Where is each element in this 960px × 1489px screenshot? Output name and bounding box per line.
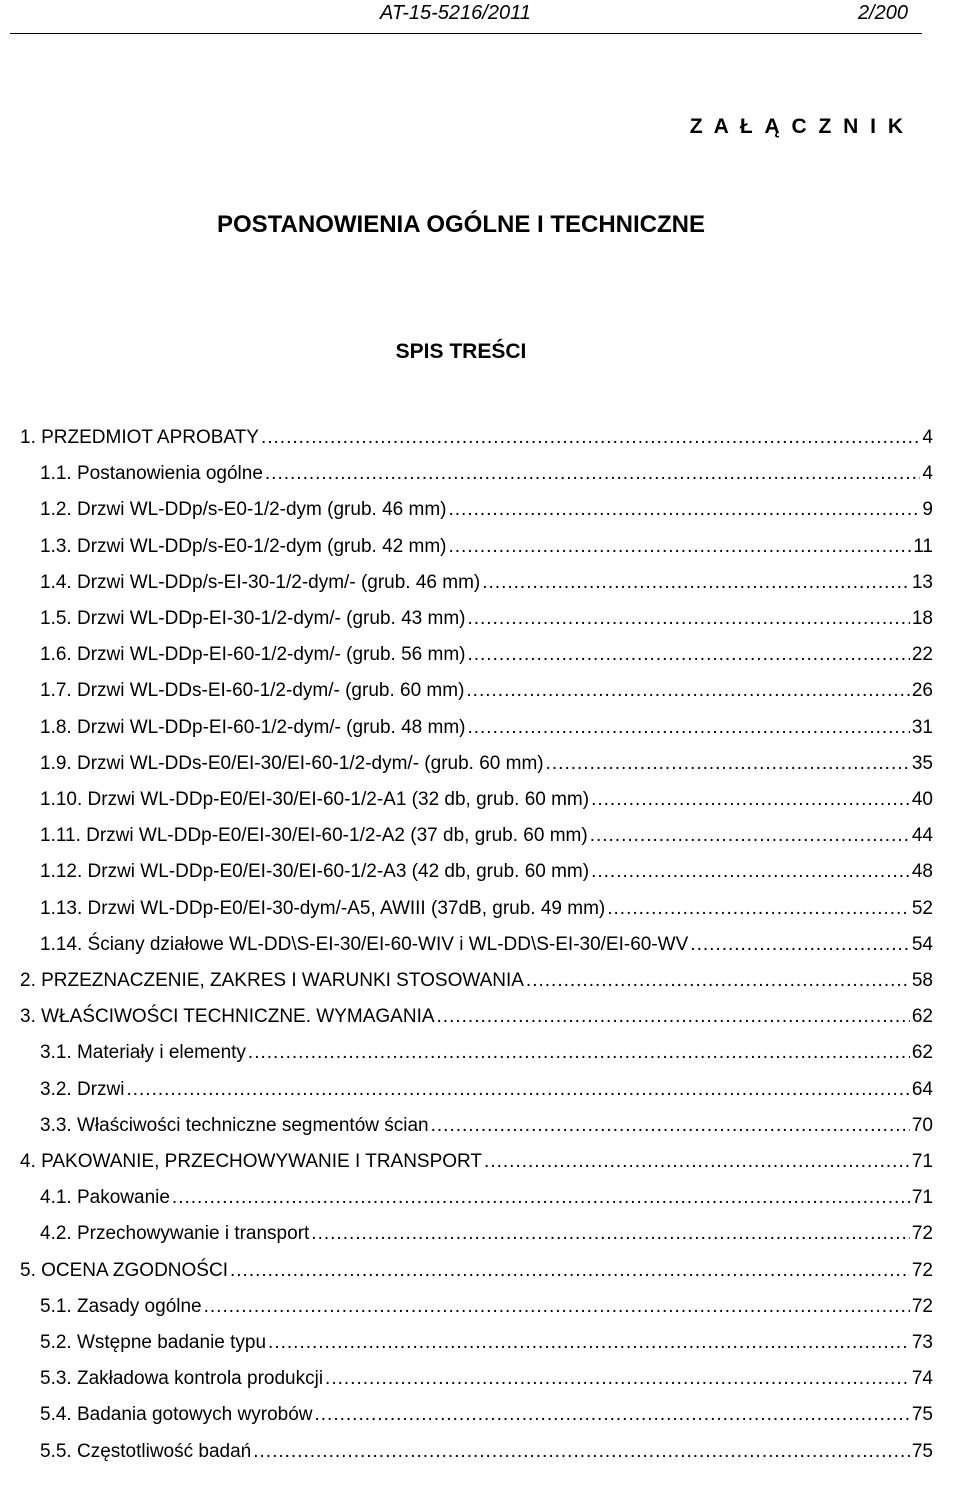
toc-entry[interactable] xyxy=(40,891,933,927)
toc-entry-page: 4 xyxy=(922,463,933,485)
toc-entry-label: 5.1. Zasady ogólne xyxy=(40,1295,202,1317)
toc-entry[interactable] xyxy=(40,492,933,528)
annex-title: Z A Ł Ą C Z N I K xyxy=(689,115,906,138)
toc-entry-label: 1.12. Drzwi WL-DDp-E0/EI-30/EI-60-1/2-A3 (42 db, grub. 60 mm) xyxy=(40,861,590,883)
toc-entry[interactable] xyxy=(40,1361,933,1397)
toc-entry-page: 62 xyxy=(911,1006,933,1028)
toc-entry[interactable] xyxy=(40,1216,933,1252)
toc-leader-dots xyxy=(484,1144,910,1180)
toc-entry-label: 4. PAKOWANIE, PRZECHOWYWANIE I TRANSPORT xyxy=(20,1151,483,1172)
toc-leader-dots xyxy=(311,1216,910,1252)
toc-entry[interactable] xyxy=(40,1397,933,1433)
toc-entry-page: 75 xyxy=(911,1440,933,1462)
toc-leader-dots xyxy=(261,420,920,456)
toc-entry-page: 52 xyxy=(911,897,933,919)
toc-entry-label: 1.13. Drzwi WL-DDp-E0/EI-30-dym/-A5, AWIII (37dB, grub. 49 mm) xyxy=(40,897,606,919)
toc-leader-dots xyxy=(325,1361,910,1397)
toc-leader-dots xyxy=(591,782,910,818)
toc-entry-page: 71 xyxy=(911,1151,933,1172)
toc-leader-dots xyxy=(172,1180,910,1216)
toc-leader-dots xyxy=(448,492,920,528)
toc-entry[interactable] xyxy=(20,1253,933,1289)
toc-entry-page: 58 xyxy=(911,970,933,991)
toc-entry-label: 1.11. Drzwi WL-DDp-E0/EI-30/EI-60-1/2-A2 (37 db, grub. 60 mm) xyxy=(40,825,588,847)
toc-entry-page: 64 xyxy=(911,1078,933,1100)
toc-entry[interactable] xyxy=(40,1289,933,1325)
toc-entry-page: 26 xyxy=(911,680,933,702)
toc-leader-dots xyxy=(230,1253,910,1289)
toc-entry-page: 74 xyxy=(911,1368,933,1390)
toc-entry-page: 72 xyxy=(911,1259,933,1281)
toc-leader-dots xyxy=(466,673,909,709)
toc-entry-label: 4.2. Przechowywanie i transport xyxy=(40,1223,310,1245)
toc-leader-dots xyxy=(253,1434,910,1470)
toc-entry[interactable] xyxy=(40,1035,933,1071)
toc-leader-dots xyxy=(467,601,909,637)
toc-leader-dots xyxy=(248,1035,910,1071)
toc-entry-page: 9 xyxy=(922,499,933,521)
toc-entry-page: 72 xyxy=(911,1295,933,1317)
toc-entry[interactable] xyxy=(40,1072,933,1108)
toc-leader-dots xyxy=(126,1072,909,1108)
toc-leader-dots xyxy=(268,1325,910,1361)
toc-entry[interactable] xyxy=(40,854,933,890)
toc-entry-label: 5.4. Badania gotowych wyrobów xyxy=(40,1404,313,1426)
toc-entry[interactable] xyxy=(40,782,933,818)
toc-leader-dots xyxy=(546,746,910,782)
toc-entry[interactable] xyxy=(40,818,933,854)
toc-entry-page: 62 xyxy=(911,1042,933,1064)
toc-entry-label: 5.3. Zakładowa kontrola produkcji xyxy=(40,1368,324,1390)
toc-entry[interactable] xyxy=(20,420,933,456)
toc-entry-label: 1.3. Drzwi WL-DDp/s-E0-1/2-dym (grub. 42 mm) xyxy=(40,535,447,557)
toc-entry[interactable] xyxy=(40,529,933,565)
toc-entry[interactable] xyxy=(40,1108,933,1144)
toc-leader-dots xyxy=(467,710,909,746)
toc-entry-label: 3.3. Właściwości techniczne segmentów ścian xyxy=(40,1114,429,1136)
page-header xyxy=(0,0,960,36)
toc-entry-label: 3. WŁAŚCIWOŚCI TECHNICZNE. WYMAGANIA xyxy=(20,1006,435,1028)
toc-entry[interactable] xyxy=(40,710,933,746)
toc-entry[interactable] xyxy=(40,927,933,963)
toc-leader-dots xyxy=(431,1108,910,1144)
toc-entry[interactable] xyxy=(40,601,933,637)
toc-entry-page: 35 xyxy=(911,752,933,774)
toc-entry-label: 1.5. Drzwi WL-DDp-EI-30-1/2-dym/- (grub. 43 mm) xyxy=(40,608,466,629)
toc-entry[interactable] xyxy=(40,1434,933,1470)
toc-leader-dots xyxy=(591,854,910,890)
document-title: POSTANOWIENIA OGÓLNE I TECHNICZNE xyxy=(216,211,705,238)
toc-leader-dots xyxy=(204,1289,910,1325)
toc-entry-label: 3.2. Drzwi xyxy=(40,1078,125,1100)
toc-entry[interactable] xyxy=(40,1180,933,1216)
toc-entry-page: 4 xyxy=(922,427,933,448)
toc-entry-page: 31 xyxy=(911,716,933,738)
toc-entry-label: 1. PRZEDMIOT APROBATY xyxy=(20,427,259,448)
toc-entry-page: 11 xyxy=(913,535,933,557)
toc-entry-label: 5. OCENA ZGODNOŚCI xyxy=(20,1259,228,1281)
toc-entry-page: 18 xyxy=(911,608,933,629)
toc-entry-page: 40 xyxy=(911,789,933,810)
toc-entry-label: 1.7. Drzwi WL-DDs-EI-60-1/2-dym/- (grub. 60 mm) xyxy=(40,680,465,702)
toc-entry[interactable] xyxy=(40,1325,933,1361)
toc-entry-page: 71 xyxy=(911,1187,933,1209)
toc-entry-page: 72 xyxy=(911,1223,933,1245)
toc-entry-page: 73 xyxy=(911,1332,933,1353)
toc-leader-dots xyxy=(467,637,909,673)
toc-entry-label: 5.2. Wstępne badanie typu xyxy=(40,1332,267,1353)
toc-entry-label: 5.5. Częstotliwość badań xyxy=(40,1440,252,1462)
toc-entry-label: 1.2. Drzwi WL-DDp/s-E0-1/2-dym (grub. 46 mm) xyxy=(40,499,447,521)
toc-entry-label: 3.1. Materiały i elementy xyxy=(40,1042,246,1064)
toc-entry[interactable] xyxy=(20,1144,933,1180)
toc-entry[interactable] xyxy=(40,637,933,673)
toc-leader-dots xyxy=(590,818,910,854)
toc-entry-page: 48 xyxy=(911,861,933,883)
toc-entry[interactable] xyxy=(20,999,933,1035)
toc-entry-label: 1.1. Postanowienia ogólne xyxy=(40,463,263,485)
toc-title: SPIS TREŚCI xyxy=(395,340,527,363)
toc-entry-page: 13 xyxy=(911,571,933,593)
toc-leader-dots xyxy=(690,927,910,963)
toc-entry[interactable] xyxy=(40,673,933,709)
toc-entry-label: 1.10. Drzwi WL-DDp-E0/EI-30/EI-60-1/2-A1 (32 db, grub. 60 mm) xyxy=(40,789,590,810)
toc-leader-dots xyxy=(482,565,910,601)
toc-entry-page: 44 xyxy=(911,825,933,847)
toc-entry-page: 54 xyxy=(911,933,933,955)
toc-entry-label: 1.6. Drzwi WL-DDp-EI-60-1/2-dym/- (grub. 56 mm) xyxy=(40,644,466,666)
page-number: 2/200 xyxy=(857,2,908,24)
toc-entry[interactable] xyxy=(40,746,933,782)
document-number: AT-15-5216/2011 xyxy=(380,2,531,24)
toc-leader-dots xyxy=(265,456,921,492)
toc-entry-label: 1.4. Drzwi WL-DDp/s-EI-30-1/2-dym/- (grub. 46 mm) xyxy=(40,571,481,593)
toc-entry-label: 2. PRZEZNACZENIE, ZAKRES I WARUNKI STOSOWANIA xyxy=(20,970,524,991)
toc-entry-page: 70 xyxy=(911,1114,933,1136)
toc-entry-label: 1.8. Drzwi WL-DDp-EI-60-1/2-dym/- (grub. 48 mm) xyxy=(40,716,466,738)
toc-leader-dots xyxy=(526,963,910,999)
toc-leader-dots xyxy=(437,999,910,1035)
toc-entry[interactable] xyxy=(40,456,933,492)
toc-entry-label: 4.1. Pakowanie xyxy=(40,1187,170,1209)
toc-entry[interactable] xyxy=(40,565,933,601)
toc-entry-page: 75 xyxy=(911,1404,933,1426)
toc-entry[interactable] xyxy=(20,963,933,999)
toc-leader-dots xyxy=(315,1397,910,1433)
toc-entry-label: 1.9. Drzwi WL-DDs-E0/EI-30/EI-60-1/2-dym/- (grub. 60 mm) xyxy=(40,752,544,774)
toc-entry-label: 1.14. Ściany działowe WL-DD\S-EI-30/EI-60-WIV i WL-DD\S-EI-30/EI-60-WV xyxy=(40,933,689,955)
toc-leader-dots xyxy=(448,529,911,565)
header-divider xyxy=(10,33,922,34)
toc-leader-dots xyxy=(607,891,910,927)
toc-entry-page: 22 xyxy=(911,644,933,666)
